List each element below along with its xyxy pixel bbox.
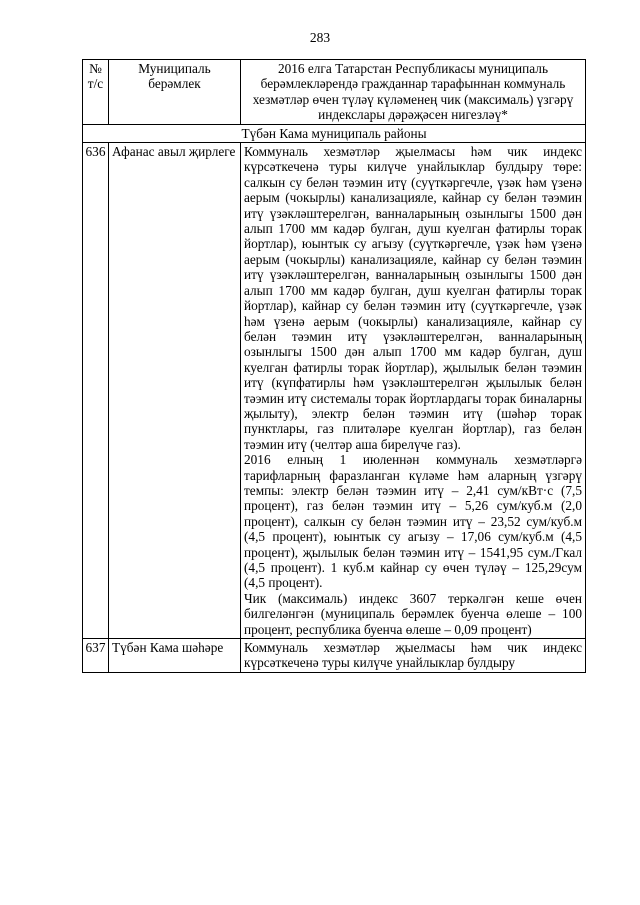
row-paragraph: Коммуналь хезмәтләр җыелмасы һәм чик индекс күрсәткеченә туры килүче унайлыклар булдыру [244, 640, 582, 671]
header-col-description: 2016 елга Татарстан Республикасы муниципаль берәмлекләрендә гражданнар тарафыннан коммуналь хезмәтләр өчен түләү күләменең чик (максималь) үзгәрү индекслары дәрәҗәсен нигезләү* [241, 60, 586, 125]
table-row [83, 639, 586, 673]
tariff-table [82, 59, 586, 673]
table-row [83, 143, 586, 639]
row-description [241, 639, 586, 673]
row-paragraph: 2016 елның 1 июленнән коммуналь хезмәтләргә тарифларның фаразланган күләме һәм аларның үзгәрү темпы: электр белән тәэмин итү – 2,41 сум/кВт·с (7,5 процент), газ белән тәэмин итү – 5,26 сум/куб.м (2,0 процент), салкын су белән тәэмин итү – 23,52 сум/куб.м (4,5 процент), юынтык су агызу – 17,06 сум/куб.м (4,5 процент), җылылык белән тәэмин итү – 1541,95 сум./Гкал (4,5 процент). 1 куб.м кайнар су өчен түләү – 125,29сум (4,5 процент). [244, 452, 582, 591]
district-row [83, 124, 586, 142]
row-municipality: Түбән Кама шәһәре [109, 639, 241, 673]
row-paragraph: Коммуналь хезмәтләр җыелмасы һәм чик индекс күрсәткеченә туры килүче унайлыклар булдыру төре: салкын су белән тәэмин итү (суүткәргечле, үзәк һәм үзенә аерым (чокырлы) канализацияле, кайнар су белән тәэмин итү үзәкләштерелгән, ванналарының озынлыгы 1500 дән алып 1700 мм кадәр булган, душ куелган фатирлы торак йортлар), юынтык су агызу (суүткәргечле, үзәк һәм үзенә аерым (чокырлы) канализацияле, кайнар су белән тәэмин итү үзәкләштерелгән, ванналарының озынлыгы 1500 дән алып 1700 мм кадәр булган, душ куелган фатирлы торак йортлар), кайнар су белән тәэмин итү (суүткәргечле, үзәк һәм үзенә аерым (чокырлы) канализацияле, кайнар су белән тәэмин итү үзәкләштерелгән, ванналарының озынлыгы 1500 дән алып 1700 мм кадәр булган, душ куелган фатирлы торак йортлар), җылылык белән тәэмин итү (күпфатирлы һәм үзәкләштерелгән җылылык белән тәэмин итү системалы торак йортлардагы торак биналарны җылыту), электр белән тәэмин итү (шәһәр торак пунктлары, газ плитәләре куелган йортлар), газ белән тәэмин итү (челтәр аша бирелүче газ). [244, 144, 582, 452]
row-description [241, 143, 586, 639]
header-col-number: № т/с [83, 60, 109, 125]
row-number: 637 [83, 639, 109, 673]
district-name: Түбән Кама муниципаль районы [83, 124, 586, 142]
row-number: 636 [83, 143, 109, 639]
row-municipality: Афанас авыл җирлеге [109, 143, 241, 639]
header-col-municipality: Муниципаль берәмлек [109, 60, 241, 125]
row-paragraph: Чик (максималь) индекс 3607 теркәлгән кеше өчен билгеләнгән (муниципаль берәмлек буенча өлеше – 100 процент, республика буенча өлеше – 0,09 процент) [244, 590, 582, 637]
table-header-row [83, 60, 586, 125]
page-number: 283 [309, 30, 331, 45]
